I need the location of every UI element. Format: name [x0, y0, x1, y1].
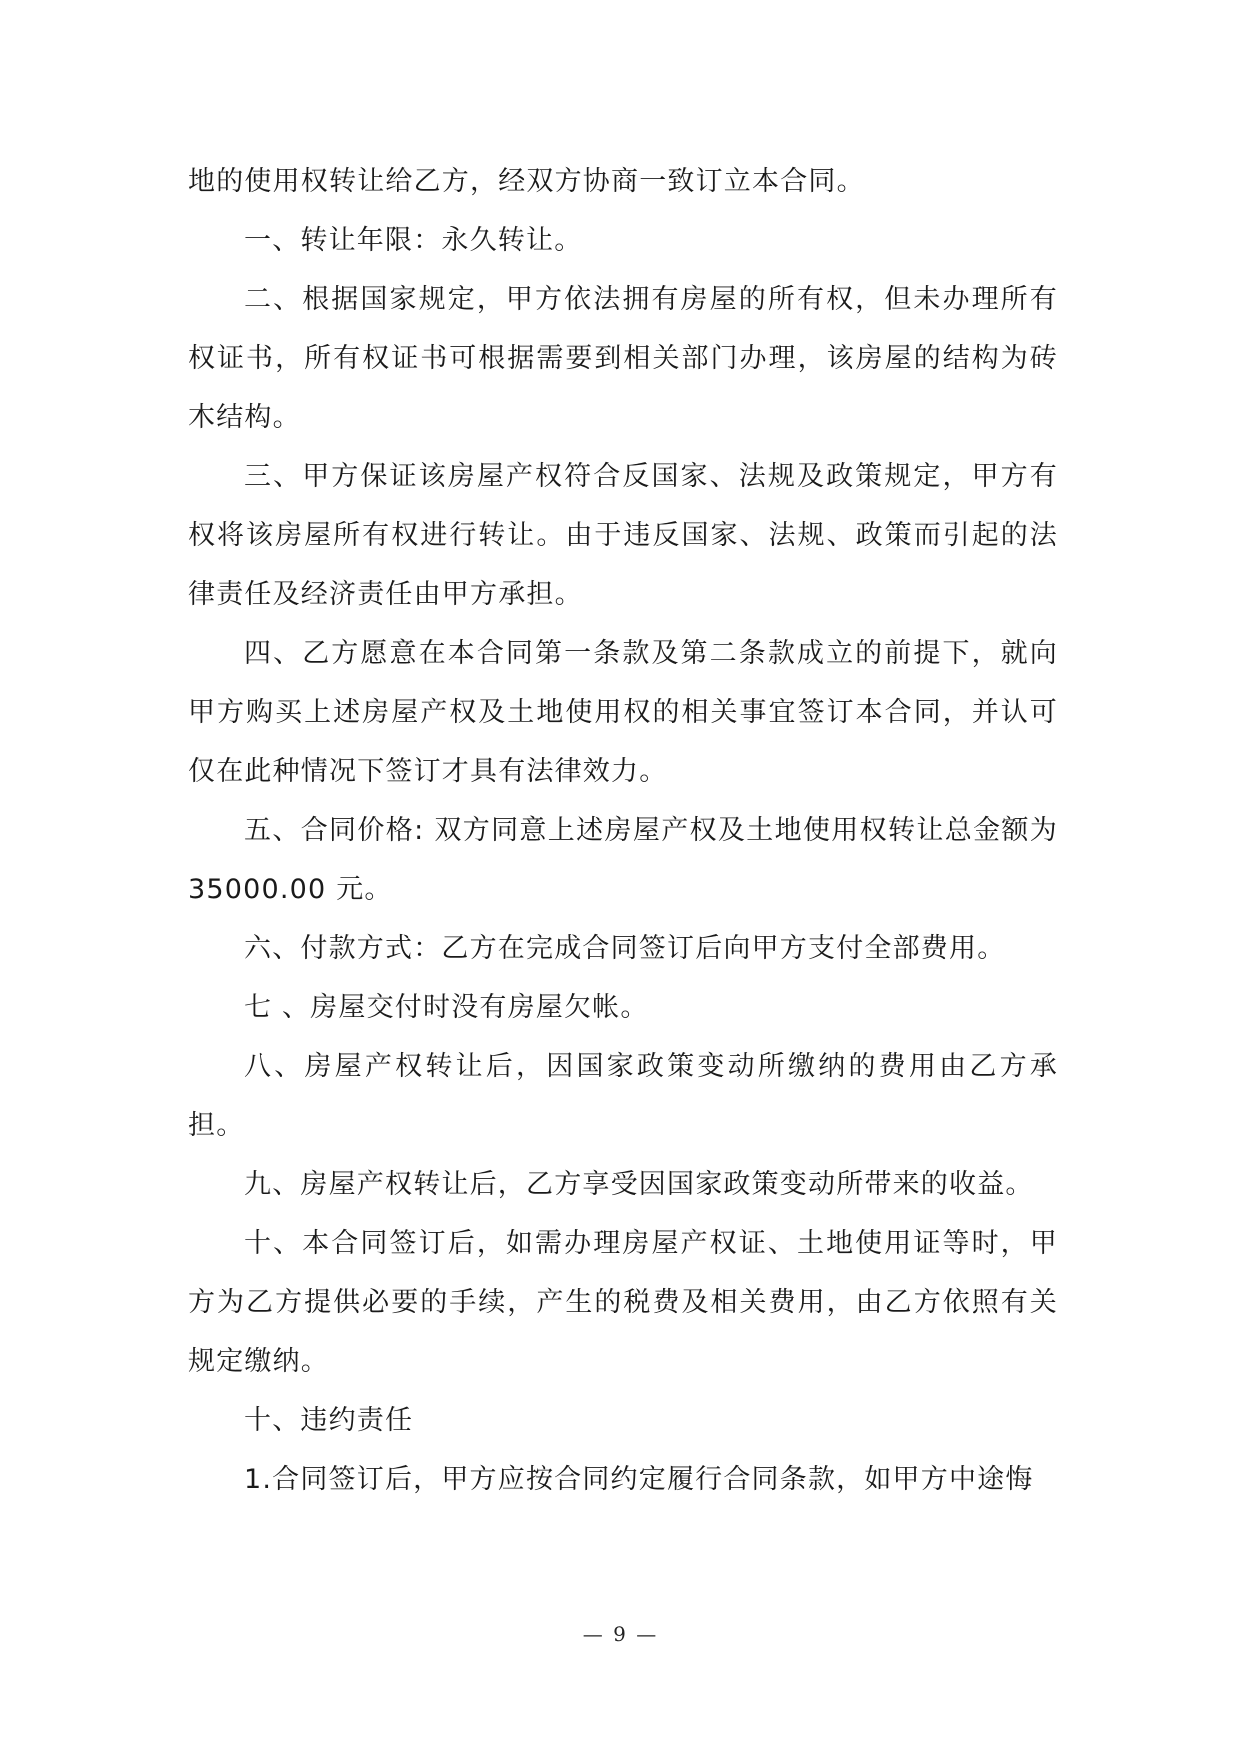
paragraph-continuation: 地的使用权转让给乙方，经双方协商一致订立本合同。 [188, 166, 865, 197]
clause-8-fees: 八、房屋产权转让后，因国家政策变动所缴纳的费用由乙方承担。 [188, 1051, 1058, 1141]
page-number: — 9 — [582, 1622, 659, 1646]
clause-3-guarantee: 三、甲方保证该房屋产权符合反国家、法规及政策规定，甲方有权将该房屋所有权进行转让。由于违反国家、法规、政策而引起的法律责任及经济责任由甲方承担。 [188, 461, 1058, 610]
clause-5-price: 五、合同价格: 双方同意上述房屋产权及土地使用权转让总金额为 35000.00 元。 [188, 815, 1058, 905]
clause-4-purchase: 四、乙方愿意在本合同第一条款及第二条款成立的前提下，就向甲方购买上述房屋产权及土地使用权的相关事宜签订本合同，并认可仅在此种情况下签订才具有法律效力。 [188, 638, 1058, 787]
clause-7-delivery: 七 、房屋交付时没有房屋欠帐。 [244, 992, 649, 1023]
clause-10-breach-heading: 十、违约责任 [244, 1405, 414, 1436]
clause-2-ownership: 二、根据国家规定，甲方依法拥有房屋的所有权，但未办理所有权证书，所有权证书可根据需要到相关部门办理，该房屋的结构为砖木结构。 [188, 284, 1058, 433]
document-body [188, 152, 1058, 1509]
clause-6-payment: 六、付款方式：乙方在完成合同签订后向甲方支付全部费用。 [244, 933, 1006, 964]
clause-10-certificates: 十、本合同签订后，如需办理房屋产权证、土地使用证等时，甲方为乙方提供必要的手续，产生的税费及相关费用，由乙方依照有关规定缴纳。 [188, 1228, 1058, 1377]
clause-breach-item-1: 1.合同签订后，甲方应按合同约定履行合同条款，如甲方中途悔 [244, 1464, 1034, 1495]
clause-1-transfer-term: 一、转让年限：永久转让。 [244, 225, 583, 256]
clause-9-benefits: 九、房屋产权转让后，乙方享受因国家政策变动所带来的收益。 [244, 1169, 1034, 1200]
